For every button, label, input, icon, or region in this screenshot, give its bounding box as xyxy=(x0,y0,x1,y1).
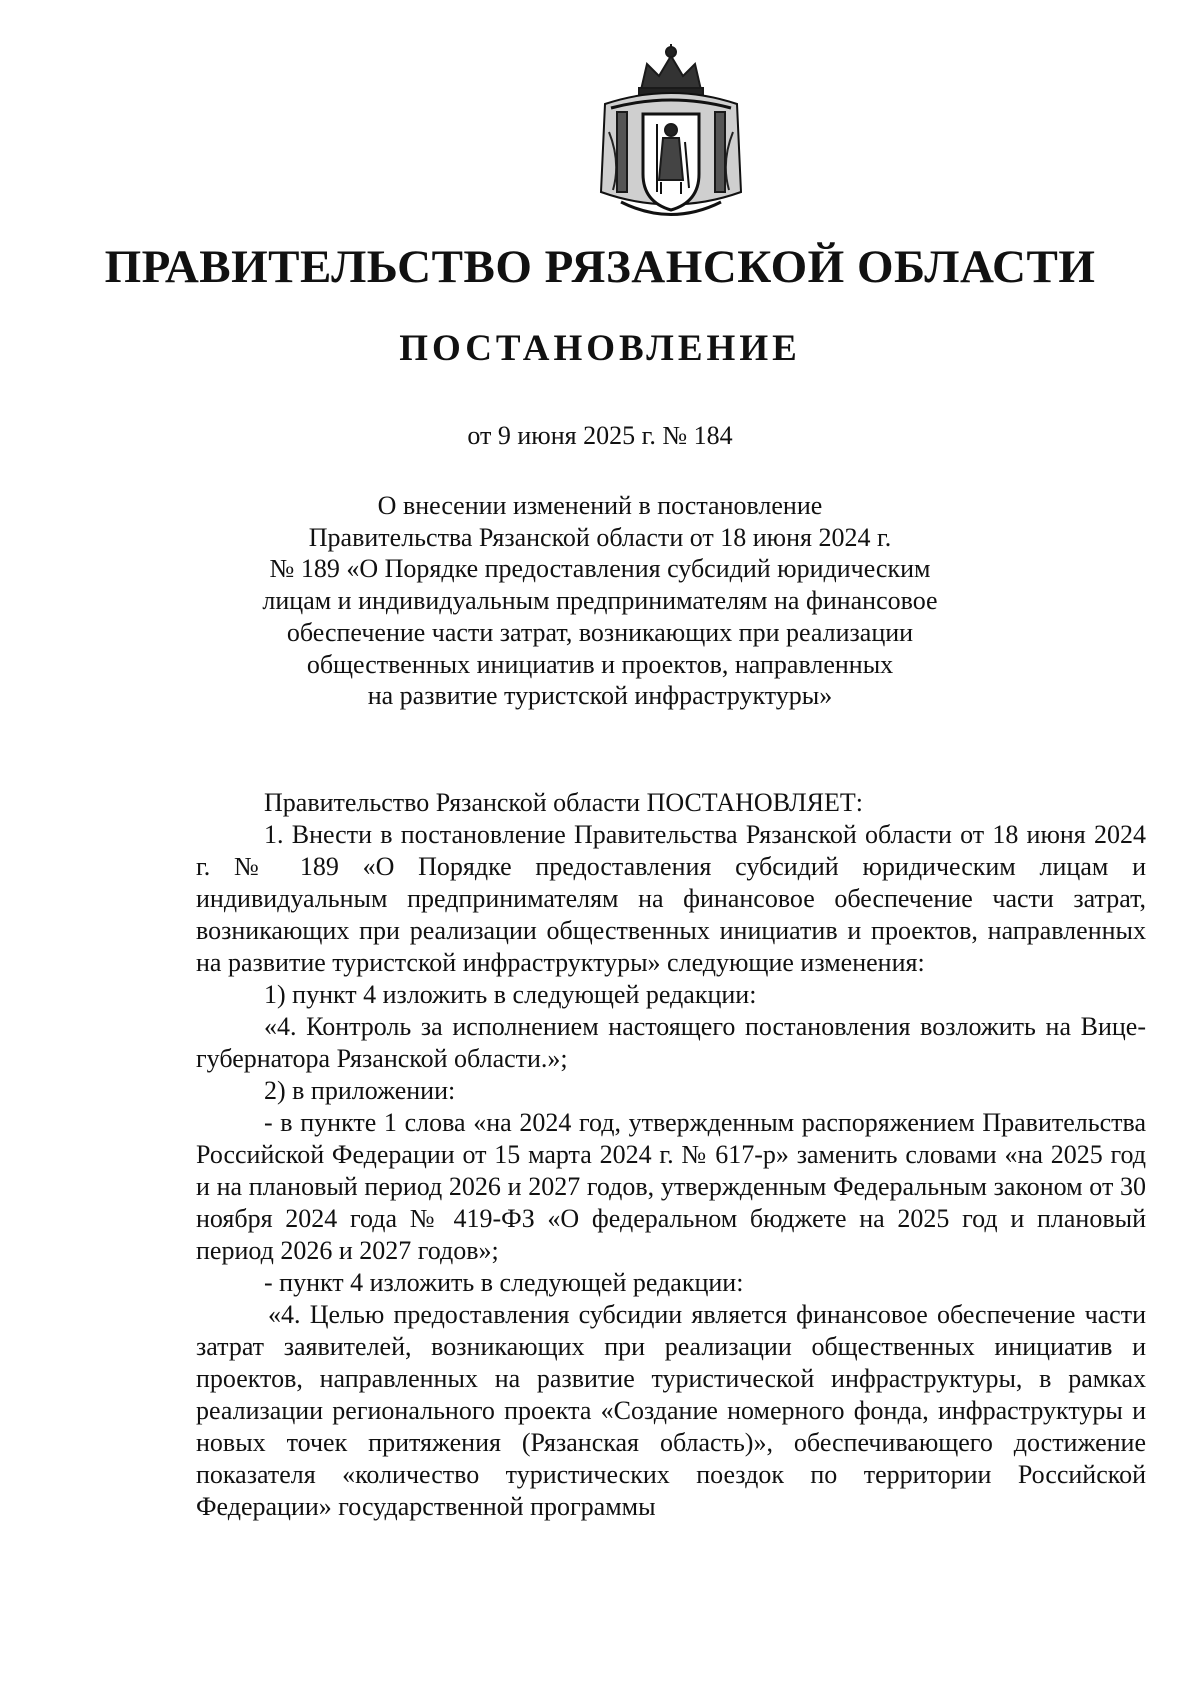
government-title: ПРАВИТЕЛЬСТВО РЯЗАНСКОЙ ОБЛАСТИ xyxy=(104,241,1096,293)
subject-line: Правительства Рязанской области от 18 июня 2024 г. xyxy=(308,522,892,552)
subject-line: № 189 «О Порядке предоставления субсидий юридическим xyxy=(269,554,931,584)
paragraph-1: 1. Внести в постановление Правительства Рязанской области от 18 июня 2024 г. № 189 «О Порядке предоставления субсидий юридическим лицам и индивидуальным предпринимателям на финансовое обеспечение части затрат, возникающих при реализации общественных инициатив и проектов, направленных на развитие туристской инфраструктуры» следующие изменения: xyxy=(196,820,1146,977)
paragraph-2: 2) в приложении: xyxy=(264,1076,456,1105)
subject-line: общественных инициатив и проектов, направленных xyxy=(306,649,894,679)
subject-line: на развитие туристской инфраструктуры» xyxy=(367,681,833,711)
paragraph-item-1: - в пункте 1 слова «на 2024 год, утвержденным распоряжением Правительства Российской Федерации от 15 марта 2024 г. № 617-р» заменить словами «на 2025 год и на плановый период 2026 и 2027 годов, утвержденным Федеральным законом от 30 ноября 2024 года № 419-ФЗ «О федеральном бюджете на 2025 год и плановый период 2026 и 2027 годов»; xyxy=(196,1108,1146,1265)
document-body xyxy=(196,787,1146,1523)
document-subject xyxy=(0,490,1200,712)
subject-line: обеспечение части затрат, возникающих при реализации xyxy=(286,617,914,647)
preamble: Правительство Рязанской области ПОСТАНОВЛЯЕТ: xyxy=(264,788,864,817)
subject-line: О внесении изменений в постановление xyxy=(377,491,823,520)
paragraph-1-1: 1) пункт 4 изложить в следующей редакции: xyxy=(264,980,757,1009)
document-date-number: от 9 июня 2025 г. № 184 xyxy=(467,421,733,450)
paragraph-item-4: - пункт 4 изложить в следующей редакции: xyxy=(264,1268,744,1297)
paragraph-quote-4: «4. Контроль за исполнением настоящего постановления возложить на Вице-губернатора Рязанской области.»; xyxy=(196,1012,1146,1073)
document-type: ПОСТАНОВЛЕНИЕ xyxy=(399,328,801,369)
coat-of-arms-icon xyxy=(591,42,751,227)
subject-line: лицам и индивидуальным предпринимателям на финансовое xyxy=(262,586,938,616)
paragraph-quote-goal: «4. Целью предоставления субсидии является финансовое обеспечение части затрат заявителей, возникающих при реализации общественных инициатив и проектов, направленных на развитие туристической инфраструктуры, в рамках реализации регионального проекта «Создание номерного фонда, инфраструктуры и новых точек притяжения (Рязанская область)», обеспечивающего достижение показателя «количество туристических поездок по территории Российской Федерации» государственной программы xyxy=(196,1300,1146,1521)
